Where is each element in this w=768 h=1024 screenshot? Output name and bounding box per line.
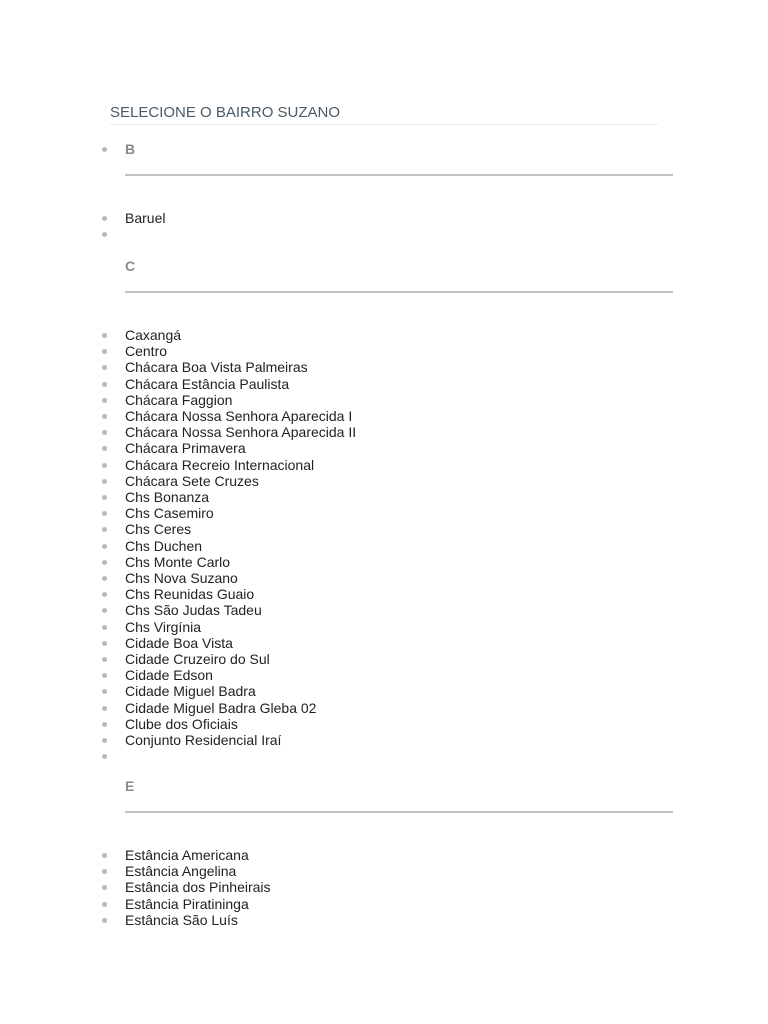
neighborhood-link[interactable]: Chs São Judas Tadeu (125, 602, 262, 619)
list-bullet (102, 365, 107, 370)
list-item[interactable] (0, 489, 768, 505)
list-bullet (102, 430, 107, 435)
neighborhood-link[interactable]: Chs Monte Carlo (125, 553, 231, 570)
neighborhood-link[interactable]: Chs Bonanza (125, 489, 210, 505)
neighborhood-link[interactable]: Chácara Nossa Senhora Aparecida II (125, 424, 357, 441)
list-bullet (102, 398, 107, 403)
neighborhood-link[interactable]: Chácara Primavera (125, 440, 246, 457)
list-item[interactable] (0, 700, 768, 716)
list-bullet (102, 657, 107, 662)
list-bullet (102, 902, 107, 907)
neighborhood-link[interactable]: Clube dos Oficiais (125, 715, 238, 732)
list-item[interactable] (0, 473, 768, 489)
list-bullet (102, 560, 107, 565)
list-item[interactable] (0, 912, 768, 928)
neighborhood-link[interactable]: Estância Piratininga (125, 895, 249, 912)
list-bullet (102, 918, 107, 923)
list-item[interactable] (0, 538, 768, 554)
neighborhood-link[interactable]: Chs Casemiro (125, 505, 214, 522)
section-letter: C (125, 258, 136, 274)
section-divider (125, 174, 673, 176)
neighborhood-link[interactable]: Chácara Sete Cruzes (125, 472, 259, 489)
list-bullet (102, 576, 107, 581)
list-item[interactable] (0, 376, 768, 392)
list-item[interactable] (0, 554, 768, 570)
list-item[interactable] (0, 505, 768, 521)
list-bullet (102, 853, 107, 858)
neighborhood-link[interactable]: Chácara Nossa Senhora Aparecida I (125, 408, 353, 424)
list-bullet (102, 722, 107, 727)
neighborhood-link[interactable]: Cidade Cruzeiro do Sul (125, 651, 270, 667)
list-item[interactable] (0, 359, 768, 375)
neighborhood-link[interactable]: Estância Americana (125, 847, 249, 863)
list-bullet (102, 641, 107, 646)
list-bullet (102, 869, 107, 874)
list-bullet (102, 592, 107, 597)
neighborhood-link[interactable]: Chs Duchen (125, 537, 203, 554)
list-item[interactable] (0, 392, 768, 408)
list-item[interactable] (0, 586, 768, 602)
list-item[interactable] (0, 424, 768, 440)
list-item[interactable] (0, 635, 768, 651)
list-item[interactable] (0, 667, 768, 683)
list-bullet (102, 232, 107, 237)
list-bullet (102, 706, 107, 711)
neighborhood-link[interactable]: Centro (125, 343, 168, 360)
neighborhood-link[interactable]: Baruel (125, 210, 166, 226)
section-separator-bullet (0, 748, 768, 764)
neighborhood-link[interactable]: Cidade Boa Vista (125, 634, 233, 651)
neighborhood-link[interactable]: Chs Ceres (125, 521, 192, 538)
list-bullet (102, 738, 107, 743)
list-item[interactable] (0, 847, 768, 863)
neighborhood-link[interactable]: Chácara Estância Paulista (125, 375, 290, 392)
neighborhood-link[interactable]: Chácara Faggion (125, 391, 233, 408)
neighborhood-link[interactable]: Estância São Luís (125, 911, 238, 928)
list-bullet (102, 754, 107, 759)
list-item[interactable] (0, 619, 768, 635)
list-item[interactable] (0, 343, 768, 359)
list-bullet (102, 673, 107, 678)
neighborhood-link[interactable]: Chácara Boa Vista Palmeiras (125, 359, 308, 376)
neighborhood-link[interactable]: Chs Virgínia (125, 618, 202, 635)
section-divider (125, 811, 673, 813)
list-bullet (102, 479, 107, 484)
list-bullet (102, 511, 107, 516)
list-bullet (102, 625, 107, 630)
list-bullet (102, 216, 107, 221)
neighborhood-link[interactable]: Cidade Miguel Badra Gleba 02 (125, 699, 317, 716)
list-bullet (102, 544, 107, 549)
list-item[interactable] (0, 863, 768, 879)
list-item[interactable] (0, 683, 768, 699)
section-letter: B (125, 141, 136, 157)
list-item[interactable] (0, 716, 768, 732)
list-item[interactable] (0, 570, 768, 586)
neighborhood-link[interactable]: Chácara Recreio Internacional (125, 456, 315, 473)
neighborhood-link[interactable]: Estância Angelina (125, 863, 237, 880)
neighborhood-link[interactable]: Chs Reunidas Guaio (125, 586, 255, 603)
neighborhood-link[interactable]: Conjunto Residencial Iraí (125, 732, 282, 748)
list-bullet (102, 495, 107, 500)
neighborhood-link[interactable]: Caxangá (125, 327, 182, 343)
neighborhood-link[interactable]: Chs Nova Suzano (125, 570, 238, 586)
list-bullet (102, 446, 107, 451)
list-bullet (102, 382, 107, 387)
list-item[interactable] (0, 327, 768, 343)
list-item[interactable] (0, 408, 768, 424)
list-bullet (102, 349, 107, 354)
list-bullet (102, 608, 107, 613)
list-item[interactable] (0, 732, 768, 748)
list-item[interactable] (0, 521, 768, 537)
list-item[interactable] (0, 457, 768, 473)
section-letter: E (125, 778, 135, 794)
list-item[interactable] (0, 440, 768, 456)
list-bullet (102, 527, 107, 532)
list-bullet (102, 333, 107, 338)
section-divider (125, 291, 673, 293)
section-separator-bullet (0, 226, 768, 242)
list-bullet (102, 689, 107, 694)
neighborhood-link[interactable]: Cidade Edson (125, 667, 213, 684)
list-bullet (102, 463, 107, 468)
list-bullet (102, 147, 107, 152)
list-bullet (102, 885, 107, 890)
list-item[interactable] (0, 602, 768, 618)
neighborhood-link[interactable]: Estância dos Pinheirais (125, 879, 271, 896)
list-item[interactable] (0, 879, 768, 895)
list-item[interactable] (0, 651, 768, 667)
neighborhood-link[interactable]: Cidade Miguel Badra (125, 683, 256, 700)
page-title: SELECIONE O BAIRRO SUZANO (110, 104, 658, 125)
list-item[interactable] (0, 896, 768, 912)
list-bullet (102, 414, 107, 419)
list-item[interactable] (0, 210, 768, 226)
